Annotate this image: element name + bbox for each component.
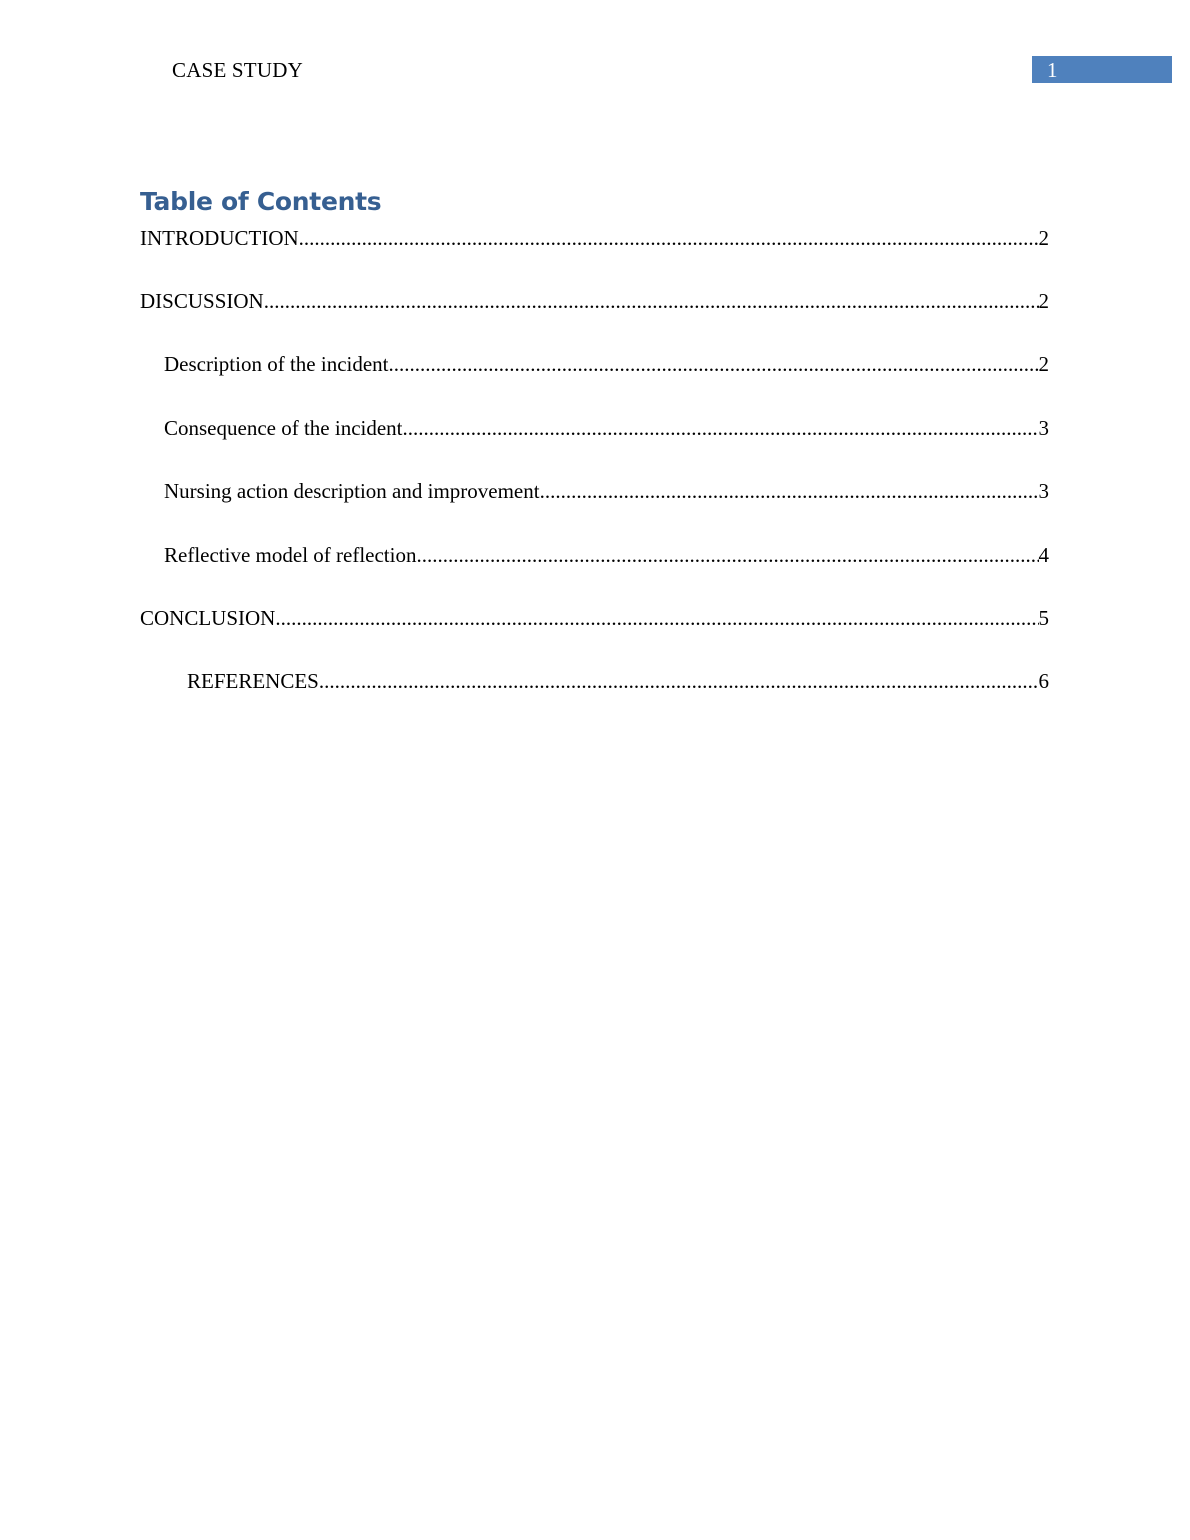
toc-entry-label: Consequence of the incident xyxy=(164,416,403,440)
toc-dot-leader xyxy=(319,668,1039,694)
toc-dot-leader xyxy=(264,288,1039,314)
toc-entry-page: 3 xyxy=(1038,479,1049,503)
page-number-box xyxy=(1032,56,1172,83)
toc-dot-leader xyxy=(540,478,1039,504)
toc-entry-label: Reflective model of reflection xyxy=(164,543,417,567)
page-header xyxy=(0,56,1190,84)
toc-entry-label: CONCLUSION xyxy=(140,606,276,630)
toc-entry-nursing-action[interactable] xyxy=(164,478,1049,504)
toc-entry-label: INTRODUCTION xyxy=(140,226,299,250)
toc-entry-page: 5 xyxy=(1038,606,1049,630)
toc-entry-introduction[interactable] xyxy=(140,225,1049,251)
toc-entry-label: REFERENCES xyxy=(187,669,319,693)
toc-dot-leader xyxy=(275,605,1038,631)
toc-entry-references[interactable] xyxy=(187,668,1049,694)
toc-entry-conclusion[interactable] xyxy=(140,605,1049,631)
toc-entry-consequence-of-incident[interactable] xyxy=(164,415,1049,441)
toc-dot-leader xyxy=(299,225,1039,251)
toc-entry-label: Description of the incident xyxy=(164,352,389,376)
toc-entry-label: DISCUSSION xyxy=(140,289,264,313)
toc-entry-description-of-incident[interactable] xyxy=(164,351,1049,377)
toc-entry-reflective-model[interactable] xyxy=(164,542,1049,568)
toc-entry-page: 2 xyxy=(1038,352,1049,376)
toc-dot-leader xyxy=(389,351,1039,377)
toc-entry-page: 6 xyxy=(1038,669,1049,693)
toc-entry-page: 2 xyxy=(1038,289,1049,313)
toc-dot-leader xyxy=(403,415,1039,441)
toc-entry-page: 4 xyxy=(1038,543,1049,567)
page-number: 1 xyxy=(1047,58,1058,82)
toc-entry-discussion[interactable] xyxy=(140,288,1049,314)
header-title: CASE STUDY xyxy=(172,58,303,82)
toc-entry-page: 2 xyxy=(1038,226,1049,250)
toc-entry-page: 3 xyxy=(1038,416,1049,440)
toc-heading: Table of Contents xyxy=(140,187,382,216)
toc-dot-leader xyxy=(416,542,1038,568)
toc-entry-label: Nursing action description and improvement xyxy=(164,479,540,503)
